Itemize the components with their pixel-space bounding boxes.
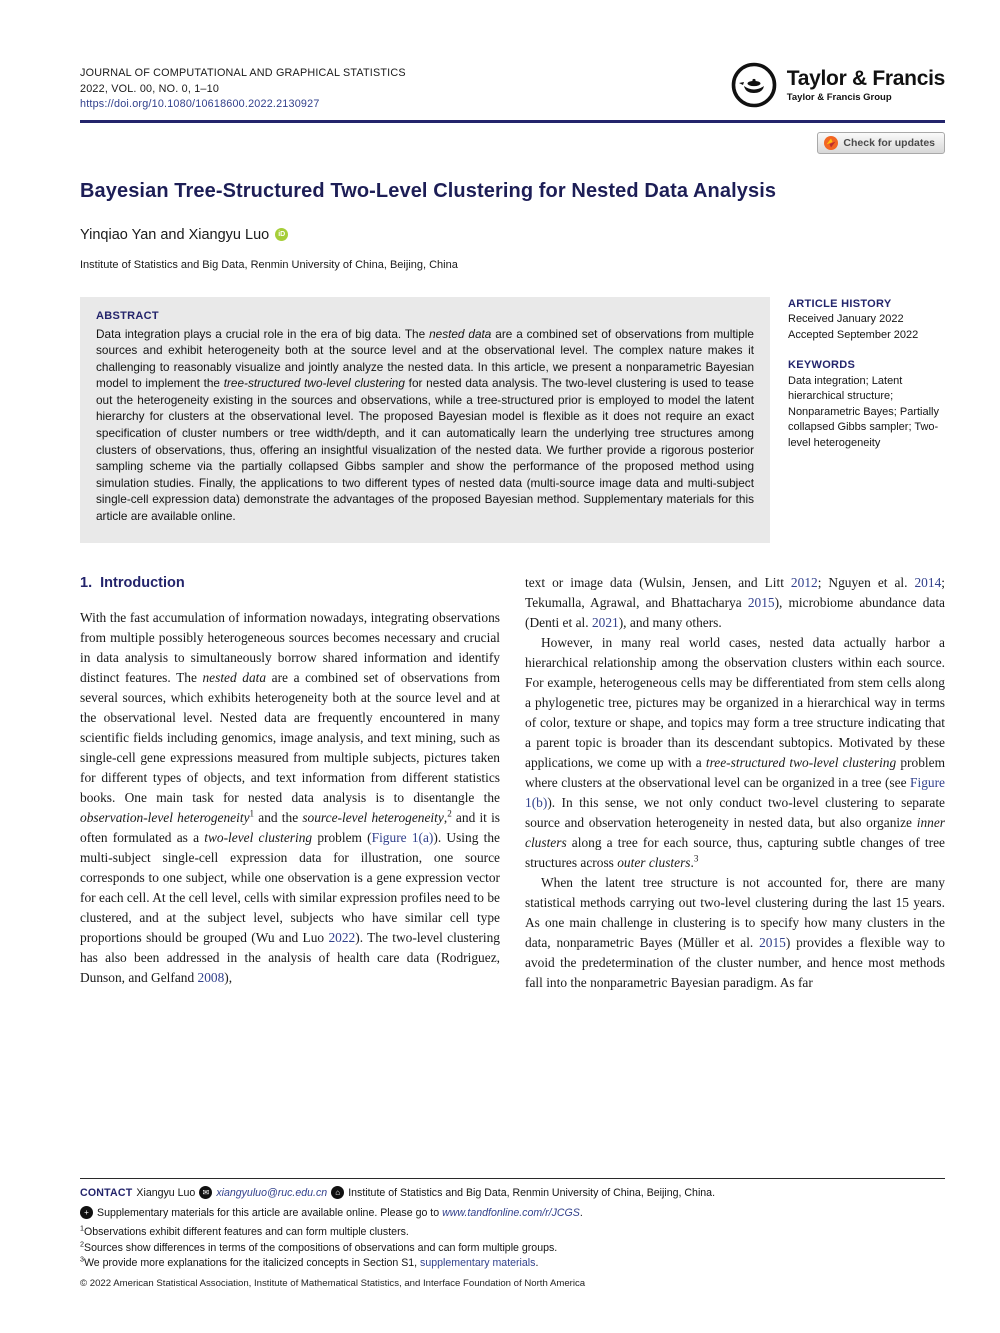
footer-divider xyxy=(80,1178,945,1179)
publisher-name: Taylor & Francis xyxy=(786,67,945,90)
inline-link[interactable]: 2022 xyxy=(328,929,356,945)
keywords-block xyxy=(788,358,945,451)
body-columns xyxy=(80,573,945,993)
supplementary-line xyxy=(80,1206,945,1219)
inline-link[interactable]: 2012 xyxy=(790,574,818,590)
journal-info xyxy=(80,66,406,113)
inline-link[interactable]: 2015 xyxy=(759,934,786,950)
journal-name: JOURNAL OF COMPUTATIONAL AND GRAPHICAL STATISTICS xyxy=(80,67,406,79)
taylor-francis-logo-icon xyxy=(731,62,777,108)
article-history-block xyxy=(788,297,945,344)
article-sidebar xyxy=(788,297,945,543)
intro-paragraph-4: When the latent tree structure is not accounted for, there are many statistical methods carrying out two-level clustering during the last 15 years. As one main challenge in clustering is to specify how many clusters in the data, nonparametric Bayes (Müller et al. 2015) provides a flexible way to avoid the predetermination of the cluster number, and hence most methods fall into the nonparametric Bayesian paradigm. As far xyxy=(525,874,945,990)
publisher-name-block xyxy=(787,67,945,103)
supplementary-icon: + xyxy=(80,1206,93,1219)
inline-link[interactable]: 2021 xyxy=(591,614,619,630)
contact-email-link[interactable]: xiangyuluo@ruc.edu.cn xyxy=(216,1186,328,1199)
keywords-heading: KEYWORDS xyxy=(788,359,856,371)
page-footer xyxy=(80,1178,945,1289)
inline-link[interactable]: Figure 1(b) xyxy=(525,774,945,810)
intro-paragraph-3: However, in many real world cases, nested data actually harbor a hierarchical relationship among the observation clusters within each source. For example, heterogeneous cells may be differentiated from stem cells along a phylogenetic tree, pictures may be organized in a hierarchical way in terms of color, texture or shape, and topics may form a tree structure indicating that a parent topic is broader than its descendant subtopics. Motivated by these applications, we come up with a tree-structured two-level clustering problem where clusters at the observational level can be organized in a tree (see Figure 1(b)). In this sense, we not only conduct two-level clustering to separate source and observation heterogeneity in nested data, but also organize inner clusters along a tree for each source, thus, capturing subtle changes of tree structures across outer clusters.$^3$ xyxy=(525,634,945,870)
inline-link[interactable]: www.tandfonline.com/r/JCGS xyxy=(442,1206,580,1219)
contact-name: Xiangyu Luo xyxy=(136,1186,196,1199)
author-names: Yinqiao Yan and Xiangyu Luo xyxy=(80,226,270,243)
inline-link[interactable]: 2014 xyxy=(914,574,942,590)
footnotes xyxy=(80,1225,945,1272)
abstract-box xyxy=(80,297,770,543)
building-icon: ⌂ xyxy=(331,1186,344,1199)
copyright-line: © 2022 American Statistical Association, Institute of Mathematical Statistics, and Interface Foundation of North America xyxy=(80,1277,586,1289)
article-history-heading: ARTICLE HISTORY xyxy=(788,297,892,310)
intro-paragraph-1: With the fast accumulation of information nowadays, integrating observations from multiple possibly heterogeneous sources becomes necessary and crucial in data analysis to simultaneously borrow shared information and identify distinct features. The nested data are a combined set of observations from several sources, which exhibits heterogeneity both at the source level and at the observational level. Nested data are frequently encountered in many scientific fields including genomics, image analysis, and text mining, such as single-cell gene expressions measured from multiple subjects, pictures taken for different types of objects, and text information from different statistics books. One main task for nested data analysis is to disentangle the observation-level heterogeneity$^1$ and the source-level heterogeneity,$^2$ and it is often formulated as a two-level clustering problem (Figure 1(a)). Using the multi-subject single-cell expression data for illustration, one source corresponds to one subject, while one observation is a gene expression vector for each cell. At the cell level, cells with similar expression profiles need to be clustered, and at the subject level, subjects who have similar cell type proportions should be grouped (Wu and Luo 2022). The two-level clustering has also been addressed in the analysis of health care data (Rodriguez, Dunson, and Gelfand 2008), xyxy=(80,609,501,985)
inline-link[interactable]: supplementary materials xyxy=(420,1257,536,1269)
envelope-icon: ✉ xyxy=(199,1186,212,1199)
inline-link[interactable]: 2015 xyxy=(747,594,775,610)
journal-header xyxy=(80,66,945,113)
right-column xyxy=(525,573,945,993)
section-heading-introduction: 1. Introduction xyxy=(80,574,185,591)
publisher-brand xyxy=(731,62,945,108)
abstract-text: Data integration plays a crucial role in the era of big data. The nested data are a combined set of observations from multiple sources and exhibit heterogeneity both at the source level and at the observational level. The complex nature makes it challenging to reasonably visualize and jointly analyze the nested data. In this article, we present a nonparametric Bayesian model to implement the tree-structured two-level clustering for nested data analysis. The two-level clustering is used to tease out the heterogeneity existing in the sources and observations, while a tree-structured prior is employed to model the latent hierarchy for clusters at the observational level. The proposed Bayesian model is flexible as it does not require an exact specification of cluster numbers or tree width/depth, and it can automatically learn the underlying tree structures among clusters of observations, thus, offering an insightful visualization of the nested data. We further provide a rigorous posterior sampling scheme via the partially collapsed Gibbs sampler and show the performance of the proposed method using simulation studies. Finally, the applications to two different types of nested data (multi-source image data and multi-subject single-cell expression data) demonstrate the advantages of the proposed Bayesian method. Supplementary materials for this article are available online. xyxy=(96,326,754,524)
header-divider xyxy=(80,120,945,123)
affiliation: Institute of Statistics and Big Data, Renmin University of China, Beijing, China xyxy=(80,258,458,271)
journal-volume: 2022, VOL. 00, NO. 0, 1–10 xyxy=(80,82,220,95)
contact-label: CONTACT xyxy=(80,1186,133,1199)
author-line xyxy=(80,227,945,243)
history-received: Received January 2022 xyxy=(788,313,904,325)
supplementary-text: Supplementary materials for this article are available online. Please go to www.tandfonline.com/r/JCGS. xyxy=(97,1206,583,1219)
intro-paragraph-2: text or image data (Wulsin, Jensen, and Litt 2012; Nguyen et al. 2014; Tekumalla, Agrawal, and Bhattacharya 2015), microbiome abundance data (Denti et al. 2021), and many others. xyxy=(525,574,945,630)
footnote-1: $^1$Observations exhibit different features and can form multiple clusters. xyxy=(80,1223,409,1238)
inline-link[interactable]: Figure 1(a) xyxy=(371,829,434,845)
updates-row xyxy=(80,132,945,154)
doi-link[interactable]: https://doi.org/10.1080/10618600.2022.2130927 xyxy=(80,98,320,110)
abstract-row xyxy=(80,297,945,543)
crossref-icon xyxy=(824,136,838,150)
footnote-3: $^3$We provide more explanations for the italicized concepts in Section S1, supplementary materials. xyxy=(80,1254,539,1269)
keywords-text: Data integration; Latent hierarchical structure; Nonparametric Bayes; Partially collapsed Gibbs sampler; Two-level heterogeneity xyxy=(788,374,940,449)
contact-line xyxy=(80,1186,945,1199)
left-column xyxy=(80,573,500,993)
history-accepted: Accepted September 2022 xyxy=(788,328,919,341)
inline-link[interactable]: 2008 xyxy=(197,969,225,985)
abstract-heading: ABSTRACT xyxy=(96,309,159,322)
contact-affiliation: Institute of Statistics and Big Data, Renmin University of China, Beijing, China. xyxy=(348,1186,716,1199)
publisher-group: Taylor & Francis Group xyxy=(786,92,892,103)
check-for-updates-button[interactable] xyxy=(817,132,945,154)
footnote-2: $^2$Sources show differences in terms of the compositions of observations and can form multiple groups. xyxy=(80,1238,558,1254)
orcid-icon[interactable]: iD xyxy=(275,228,288,241)
check-for-updates-label: Check for updates xyxy=(843,136,935,149)
page-title: Bayesian Tree-Structured Two-Level Clustering for Nested Data Analysis xyxy=(80,179,777,202)
